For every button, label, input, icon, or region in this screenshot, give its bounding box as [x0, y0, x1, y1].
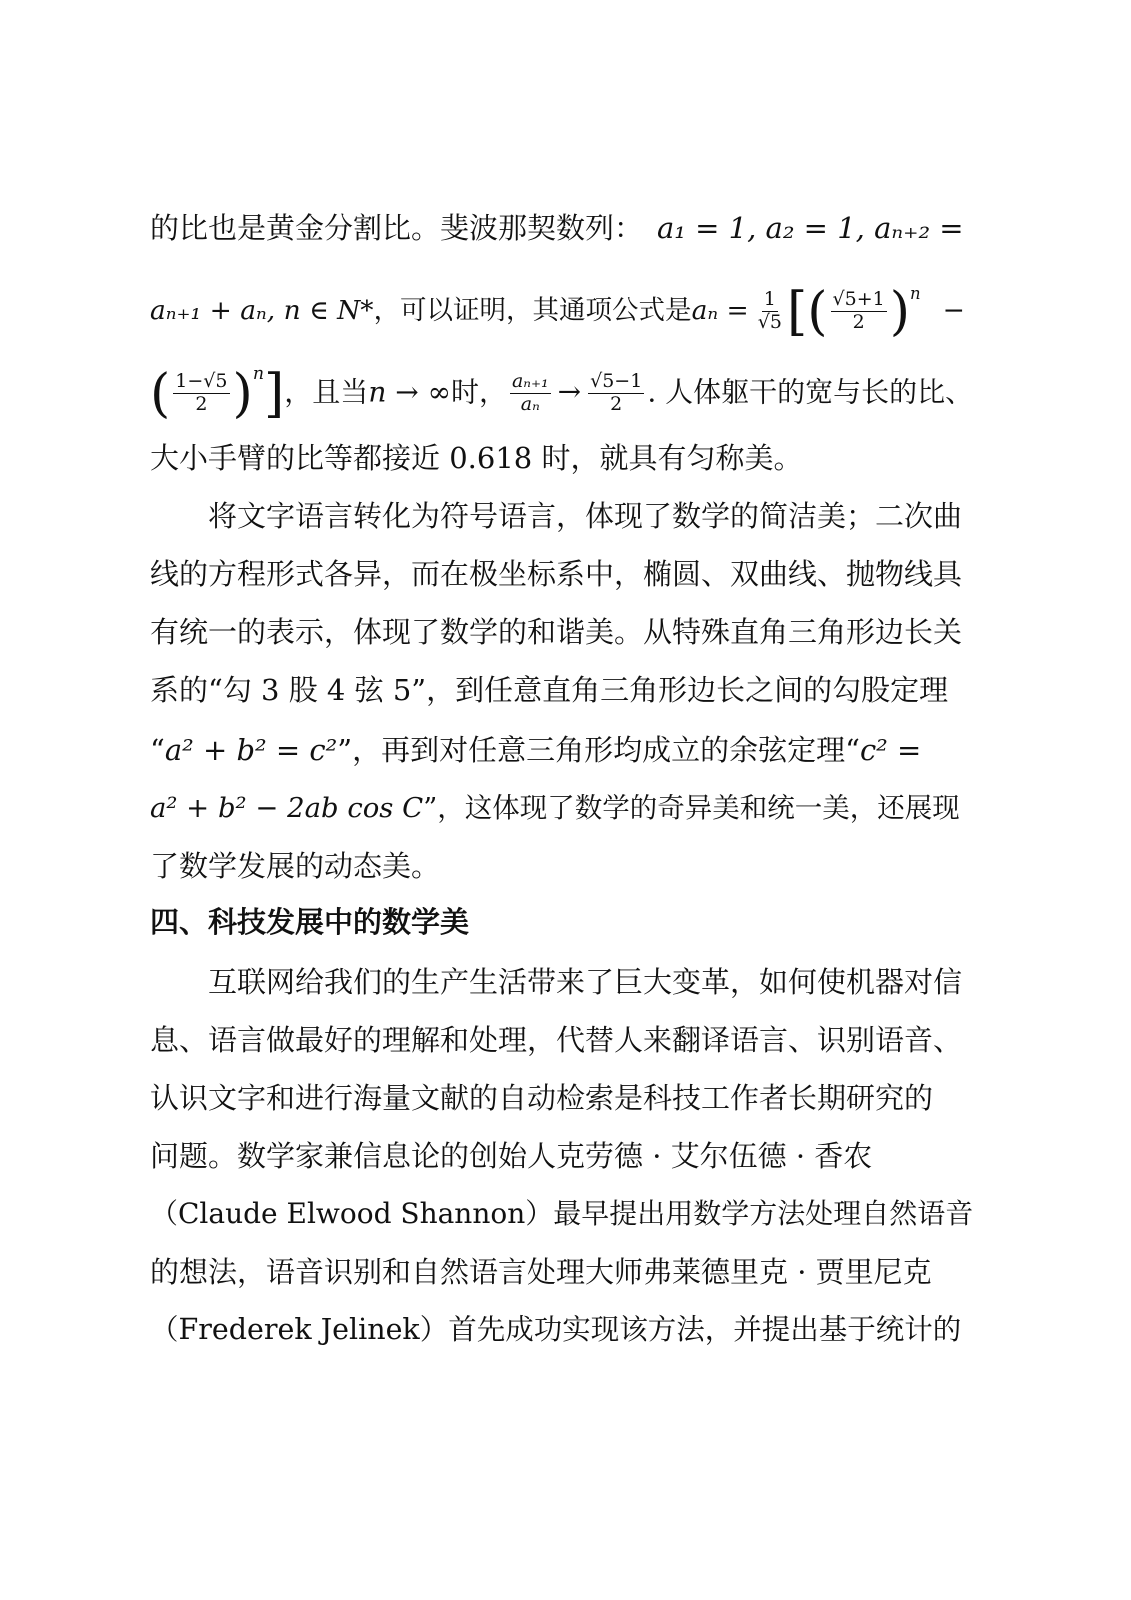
paragraph-3-line-2: [150, 1020, 972, 1060]
exponent-n: n: [252, 364, 264, 384]
paragraph-1-line-2: [150, 280, 972, 342]
fibonacci-recursion: aₙ₊₁ + aₙ, n ∈ N*: [150, 294, 374, 326]
right-paren: ): [889, 281, 911, 342]
text: 认识文字和进行海量文献的自动检索是科技工作者长期研究的: [150, 1081, 934, 1115]
fraction-ratio: $\frac{\text{aₙ₊₁}}{\text{aₙ}}$: [511, 370, 549, 416]
paragraph-1-line-1: [150, 208, 972, 248]
text: 的想法，语音识别和自然语言处理大师弗莱德里克 · 贾里尼克: [150, 1255, 932, 1289]
text: ，且当: [284, 375, 369, 409]
limit-condition: n → ∞: [368, 375, 451, 409]
left-paren: (: [150, 363, 171, 424]
paragraph-1-line-4: [150, 438, 972, 478]
pythagorean-formula: a² + b² = c²: [164, 733, 338, 767]
text: （Frederek Jelinek）首先成功实现该方法，并提出基于统计的: [150, 1313, 962, 1346]
text: 线的方程形式各异，而在极坐标系中，椭圆、双曲线、抛物线具: [150, 557, 963, 591]
cosine-law-lhs: c² =: [859, 733, 922, 767]
text: 息、语言做最好的理解和处理，代替人来翻译语言、识别语音、: [150, 1023, 963, 1057]
text: ，可以证明，其通项公式是: [373, 294, 692, 326]
general-term-lhs: aₙ =: [691, 294, 749, 326]
fraction-1-over-sqrt5: $\frac{1}{√5}$: [757, 288, 782, 334]
right-paren: ): [232, 363, 253, 424]
paragraph-2-line-6: [150, 788, 972, 828]
text: 大小手臂的比等都接近 0.618 时，就具有匀称美。: [150, 441, 803, 475]
text: 有统一的表示，体现了数学的和谐美。从特殊直角三角形边长关: [150, 615, 963, 649]
minus-sign: −: [942, 294, 965, 326]
fraction-1-minus-sqrt5-over-2: $\frac{1-√5}{2}$: [175, 370, 228, 416]
text: 时，: [450, 375, 507, 409]
text: . 人体躯干的宽与长的比、: [647, 375, 974, 409]
cosine-law-rhs: a² + b² − 2ab cos C: [150, 792, 424, 824]
paragraph-2-line-5: [150, 730, 972, 770]
fibonacci-def: a₁ = 1, a₂ = 1, aₙ₊₂ =: [657, 211, 964, 245]
right-bracket: ]: [264, 363, 285, 424]
paragraph-3-line-1: [208, 962, 972, 1002]
paragraph-3-line-7: [150, 1310, 972, 1350]
paragraph-2-line-2: [150, 554, 972, 594]
paragraph-2-line-7: [150, 846, 972, 886]
paragraph-2-line-3: [150, 612, 972, 652]
section-heading: [150, 902, 972, 942]
paragraph-3-line-6: [150, 1252, 972, 1292]
paragraph-3-line-4: [150, 1136, 972, 1176]
heading-text: 四、科技发展中的数学美: [150, 905, 470, 939]
text: （Claude Elwood Shannon）最早提出用数学方法处理自然语音: [150, 1197, 974, 1230]
text: 问题。数学家兼信息论的创始人克劳德 · 艾尔伍德 · 香农: [150, 1139, 873, 1173]
paragraph-2-line-1: [208, 496, 972, 536]
text: ”，再到对任意三角形均成立的余弦定理“: [337, 733, 860, 767]
text: 的比也是黄金分割比。斐波那契数列：: [150, 211, 644, 245]
text: “: [150, 733, 165, 767]
paragraph-3-line-5: [150, 1194, 972, 1234]
text: 了数学发展的动态美。: [150, 849, 441, 883]
fraction-golden-ratio: $\frac{√5-1}{2}$: [590, 370, 643, 416]
arrow: →: [557, 375, 582, 409]
text: 系的“勾 3 股 4 弦 5”，到任意直角三角形边长之间的勾股定理: [150, 673, 949, 707]
left-bracket: [(: [786, 281, 828, 342]
paragraph-3-line-3: [150, 1078, 972, 1118]
paragraph-2-line-4: [150, 670, 972, 710]
text: 互联网给我们的生产生活带来了巨大变革，如何使机器对信: [208, 965, 963, 999]
exponent-n: n: [910, 284, 921, 303]
fraction-sqrt5-plus-1-over-2: $\frac{√5+1}{2}$: [832, 288, 885, 334]
paragraph-1-line-3: [150, 358, 974, 424]
text: ”，这体现了数学的奇异美和统一美，还展现: [423, 792, 960, 824]
text: 将文字语言转化为符号语言，体现了数学的简洁美；二次曲: [208, 499, 963, 533]
